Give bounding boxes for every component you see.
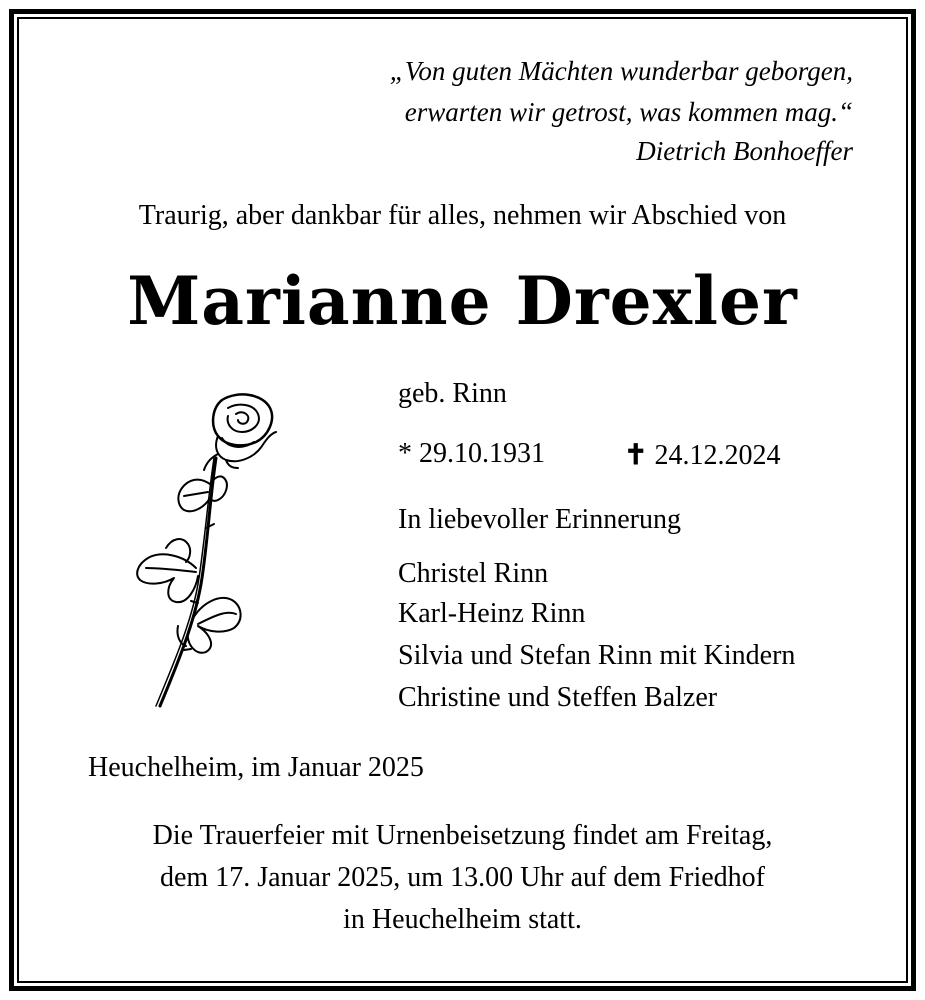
death-date-group	[624, 438, 780, 472]
death-date: 24.12.2024	[654, 440, 781, 471]
memory-line: In liebevoller Erinnerung	[398, 504, 682, 535]
quote-author: Dietrich Bonhoeffer	[636, 136, 853, 166]
mourner-1: Christel Rinn	[398, 558, 549, 589]
birth-date: * 29.10.1931	[398, 438, 545, 469]
place-date: Heuchelheim, im Januar 2025	[88, 752, 424, 783]
rose-illustration-icon	[118, 388, 288, 718]
mourner-4: Christine und Steffen Balzer	[398, 682, 718, 713]
cross-icon: ✝	[624, 440, 648, 471]
funeral-line-2: dem 17. Januar 2025, um 13.00 Uhr auf dem Friedhof	[160, 862, 765, 893]
intro-text: Traurig, aber dankbar für alles, nehmen wir Abschied von	[138, 200, 787, 231]
quote-line-1: „Von guten Mächten wunderbar geborgen,	[389, 56, 853, 86]
mourner-2: Karl-Heinz Rinn	[398, 598, 586, 629]
funeral-line-3: in Heuchelheim statt.	[343, 904, 582, 935]
birth-name: geb. Rinn	[398, 378, 507, 409]
mourner-3: Silvia und Stefan Rinn mit Kindern	[398, 640, 796, 671]
deceased-name: Marianne Drexler	[127, 262, 798, 340]
funeral-line-1: Die Trauerfeier mit Urnenbeisetzung findet am Freitag,	[152, 820, 773, 851]
quote-line-2: erwarten wir getrost, was kommen mag.“	[404, 97, 853, 127]
